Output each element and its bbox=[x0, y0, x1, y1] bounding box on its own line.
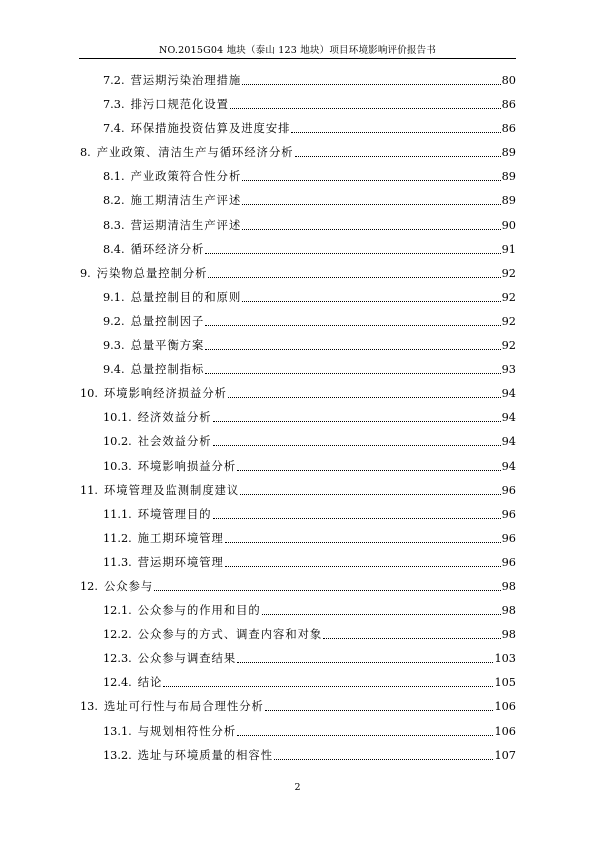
toc-entry-title: 公众参与 bbox=[103, 579, 154, 593]
toc-entry-number: 11.2. bbox=[103, 531, 132, 545]
toc-entry-page: 94 bbox=[501, 387, 516, 401]
toc-entry-number: 12. bbox=[80, 579, 98, 593]
toc-entry-page: 96 bbox=[501, 555, 516, 569]
toc-entry-number: 12.3. bbox=[103, 652, 132, 666]
toc-dot-leader bbox=[291, 132, 500, 133]
toc-entry-label bbox=[103, 69, 241, 93]
toc-dot-leader bbox=[230, 108, 501, 109]
toc-entry-label bbox=[103, 720, 236, 744]
toc-dot-leader bbox=[262, 614, 501, 615]
toc-entry-label bbox=[103, 117, 290, 141]
toc-entry-label bbox=[103, 551, 224, 575]
toc-entry[interactable] bbox=[0, 334, 595, 358]
toc-entry-label bbox=[103, 189, 241, 213]
toc-entry-title: 排污口规范化设置 bbox=[130, 98, 229, 112]
toc-entry[interactable] bbox=[0, 695, 595, 719]
toc-entry[interactable] bbox=[0, 503, 595, 527]
toc-entry[interactable] bbox=[0, 720, 595, 744]
toc-dot-leader bbox=[213, 421, 501, 422]
toc-entry-label bbox=[103, 647, 236, 671]
toc-entry-number: 8.3. bbox=[103, 218, 125, 232]
toc-entry-title: 选址与环境质量的相容性 bbox=[137, 748, 274, 762]
toc-entry-page: 105 bbox=[494, 676, 516, 690]
toc-entry-number: 7.3. bbox=[103, 98, 125, 112]
toc-entry[interactable] bbox=[0, 382, 595, 406]
toc-entry-title: 结论 bbox=[137, 676, 163, 690]
toc-entry-page: 89 bbox=[501, 194, 516, 208]
toc-entry-page: 106 bbox=[494, 700, 516, 714]
toc-dot-leader bbox=[240, 494, 500, 495]
toc-entry-title: 环境影响经济损益分析 bbox=[103, 387, 227, 401]
toc-dot-leader bbox=[228, 397, 501, 398]
toc-dot-leader bbox=[242, 301, 500, 302]
toc-entry-page: 92 bbox=[501, 339, 516, 353]
running-header: NO.2015G04 地块（泰山 123 地块）项目环境影响评价报告书 bbox=[158, 45, 437, 56]
toc-entry-page: 90 bbox=[501, 218, 516, 232]
toc-entry-title: 环境管理目的 bbox=[137, 507, 212, 521]
toc-entry-number: 8.1. bbox=[103, 170, 125, 184]
toc-entry-number: 11.3. bbox=[103, 555, 132, 569]
toc-entry-title: 总量平衡方案 bbox=[130, 339, 205, 353]
toc-dot-leader bbox=[237, 662, 493, 663]
toc-entry-label bbox=[80, 695, 264, 719]
toc-entry[interactable] bbox=[0, 551, 595, 575]
toc-entry-page: 98 bbox=[501, 628, 516, 642]
toc-entry[interactable] bbox=[0, 286, 595, 310]
toc-entry-page: 94 bbox=[501, 411, 516, 425]
toc-entry-number: 10.2. bbox=[103, 435, 132, 449]
toc-entry-label bbox=[80, 575, 153, 599]
toc-entry-page: 89 bbox=[501, 170, 516, 184]
toc-entry-number: 10.3. bbox=[103, 459, 132, 473]
toc-entry-label bbox=[103, 358, 204, 382]
toc-entry[interactable] bbox=[0, 455, 595, 479]
toc-entry[interactable] bbox=[0, 262, 595, 286]
toc-entry-title: 产业政策、清洁生产与循环经济分析 bbox=[96, 146, 294, 160]
toc-entry[interactable] bbox=[0, 623, 595, 647]
toc-entry-title: 公众参与的方式、调查内容和对象 bbox=[137, 628, 323, 642]
toc-entry-title: 总量控制目的和原则 bbox=[130, 290, 242, 304]
toc-dot-leader bbox=[205, 253, 500, 254]
toc-dot-leader bbox=[225, 566, 501, 567]
toc-entry-title: 环境影响损益分析 bbox=[137, 459, 237, 473]
toc-entry[interactable] bbox=[0, 165, 595, 189]
toc-entry[interactable] bbox=[0, 406, 595, 430]
toc-entry-title: 公众参与的作用和目的 bbox=[137, 604, 261, 618]
toc-entry-label bbox=[103, 238, 204, 262]
toc-dot-leader bbox=[205, 373, 500, 374]
toc-entry[interactable] bbox=[0, 430, 595, 454]
toc-entry-number: 9. bbox=[80, 266, 91, 280]
toc-entry[interactable] bbox=[0, 238, 595, 262]
toc-entry-title: 社会效益分析 bbox=[137, 435, 212, 449]
toc-entry[interactable] bbox=[0, 93, 595, 117]
toc-entry[interactable] bbox=[0, 141, 595, 165]
toc-dot-leader bbox=[242, 180, 500, 181]
toc-entry[interactable] bbox=[0, 189, 595, 213]
toc-entry-page: 92 bbox=[501, 314, 516, 328]
toc-entry-page: 94 bbox=[501, 459, 516, 473]
toc-entry-number: 7.2. bbox=[103, 74, 125, 87]
toc-entry-number: 12.2. bbox=[103, 628, 132, 642]
toc-dot-leader bbox=[274, 759, 493, 760]
toc-entry[interactable] bbox=[0, 214, 595, 238]
toc-dot-leader bbox=[323, 638, 500, 639]
toc-entry-label bbox=[103, 671, 162, 695]
toc-entry[interactable] bbox=[0, 744, 595, 768]
toc-entry-title: 循环经济分析 bbox=[130, 242, 205, 256]
toc-entry-page: 93 bbox=[501, 363, 516, 377]
toc-entry-number: 12.4. bbox=[103, 676, 132, 690]
toc-entry[interactable] bbox=[0, 647, 595, 671]
toc-entry-label bbox=[103, 406, 212, 430]
toc-dot-leader bbox=[208, 277, 500, 278]
toc-entry-label bbox=[80, 479, 239, 503]
toc-entry-title: 产业政策符合性分析 bbox=[130, 170, 242, 184]
toc-entry-page: 86 bbox=[501, 98, 516, 112]
toc-entry-page: 106 bbox=[494, 724, 516, 738]
toc-entry-title: 公众参与调查结果 bbox=[137, 652, 237, 666]
toc-entry-title: 环境管理及监测制度建议 bbox=[103, 483, 240, 497]
toc-entry-page: 91 bbox=[501, 242, 516, 256]
toc-entry-label bbox=[80, 382, 227, 406]
toc-dot-leader bbox=[295, 156, 501, 157]
toc-entry-page: 89 bbox=[501, 146, 516, 160]
toc-entry-label bbox=[103, 623, 322, 647]
toc-entry-label bbox=[103, 430, 212, 454]
toc-entry-number: 8.2. bbox=[103, 194, 125, 208]
toc-entry[interactable] bbox=[0, 479, 595, 503]
toc-entry-page: 80 bbox=[501, 74, 516, 87]
toc-entry-number: 11. bbox=[80, 483, 98, 497]
toc-entry-title: 与规划相符性分析 bbox=[137, 724, 237, 738]
toc-entry-label bbox=[103, 599, 261, 623]
toc-entry-number: 8.4. bbox=[103, 242, 125, 256]
toc-dot-leader bbox=[242, 229, 500, 230]
toc-entry-page: 94 bbox=[501, 435, 516, 449]
toc-entry-label bbox=[103, 527, 224, 551]
toc-entry-page: 98 bbox=[501, 579, 516, 593]
toc-entry-title: 营运期污染治理措施 bbox=[130, 74, 242, 87]
toc-entry-label bbox=[103, 455, 236, 479]
toc-entry[interactable] bbox=[0, 69, 595, 93]
toc-entry[interactable] bbox=[0, 575, 595, 599]
toc-entry-page: 98 bbox=[501, 604, 516, 618]
toc-entry[interactable] bbox=[0, 358, 595, 382]
toc-entry-number: 9.3. bbox=[103, 339, 125, 353]
toc-entry-label bbox=[103, 503, 212, 527]
toc-entry[interactable] bbox=[0, 671, 595, 695]
page-number: 2 bbox=[294, 782, 301, 793]
toc-dot-leader bbox=[205, 349, 500, 350]
toc-entry-label bbox=[103, 310, 204, 334]
toc-entry-page: 86 bbox=[501, 122, 516, 136]
toc-entry-number: 9.2. bbox=[103, 314, 125, 328]
toc-entry-title: 施工期环境管理 bbox=[137, 531, 224, 545]
header-divider bbox=[79, 58, 516, 59]
toc-dot-leader bbox=[213, 518, 501, 519]
toc-dot-leader bbox=[237, 470, 500, 471]
toc-dot-leader bbox=[154, 590, 500, 591]
toc-entry-title: 经济效益分析 bbox=[137, 411, 212, 425]
toc-entry-number: 13. bbox=[80, 700, 98, 714]
toc-entry[interactable] bbox=[0, 310, 595, 334]
toc-entry-label bbox=[103, 286, 241, 310]
toc-entry-title: 营运期清洁生产评述 bbox=[130, 218, 242, 232]
toc-entry-number: 13.2. bbox=[103, 748, 132, 762]
toc-entry-number: 7.4. bbox=[103, 122, 125, 136]
toc-dot-leader bbox=[205, 325, 500, 326]
toc-entry-label bbox=[103, 93, 229, 117]
toc-dot-leader bbox=[163, 686, 493, 687]
toc-dot-leader bbox=[265, 710, 494, 711]
toc-entry-title: 施工期清洁生产评述 bbox=[130, 194, 242, 208]
toc-entry-label bbox=[103, 165, 241, 189]
toc-dot-leader bbox=[242, 204, 500, 205]
toc-dot-leader bbox=[213, 445, 501, 446]
toc-entry[interactable] bbox=[0, 527, 595, 551]
toc-entry-page: 107 bbox=[494, 748, 516, 762]
table-of-contents bbox=[0, 69, 595, 768]
toc-entry-number: 9.4. bbox=[103, 363, 125, 377]
toc-entry-title: 环保措施投资估算及进度安排 bbox=[130, 122, 291, 136]
toc-entry-title: 总量控制指标 bbox=[130, 363, 205, 377]
toc-entry[interactable] bbox=[0, 599, 595, 623]
toc-entry-number: 10.1. bbox=[103, 411, 132, 425]
toc-dot-leader bbox=[225, 542, 501, 543]
toc-dot-leader bbox=[242, 84, 500, 85]
toc-entry-page: 103 bbox=[494, 652, 516, 666]
toc-entry-title: 污染物总量控制分析 bbox=[96, 266, 208, 280]
toc-entry-page: 96 bbox=[501, 483, 516, 497]
toc-entry-number: 13.1. bbox=[103, 724, 132, 738]
toc-entry-number: 10. bbox=[80, 387, 98, 401]
toc-entry-label bbox=[103, 744, 273, 768]
toc-entry-number: 9.1. bbox=[103, 290, 125, 304]
toc-entry-page: 92 bbox=[501, 290, 516, 304]
toc-entry-label bbox=[80, 262, 207, 286]
toc-entry-page: 92 bbox=[501, 266, 516, 280]
toc-entry-label bbox=[103, 334, 204, 358]
toc-entry-page: 96 bbox=[501, 507, 516, 521]
toc-entry-number: 12.1. bbox=[103, 604, 132, 618]
toc-dot-leader bbox=[237, 735, 493, 736]
toc-entry-label bbox=[80, 141, 294, 165]
toc-entry-page: 96 bbox=[501, 531, 516, 545]
toc-entry-title: 总量控制因子 bbox=[130, 314, 205, 328]
toc-entry-label bbox=[103, 214, 241, 238]
toc-entry-title: 选址可行性与布局合理性分析 bbox=[103, 700, 264, 714]
toc-entry-number: 11.1. bbox=[103, 507, 132, 521]
toc-entry[interactable] bbox=[0, 117, 595, 141]
toc-entry-title: 营运期环境管理 bbox=[137, 555, 224, 569]
toc-entry-number: 8. bbox=[80, 146, 91, 160]
